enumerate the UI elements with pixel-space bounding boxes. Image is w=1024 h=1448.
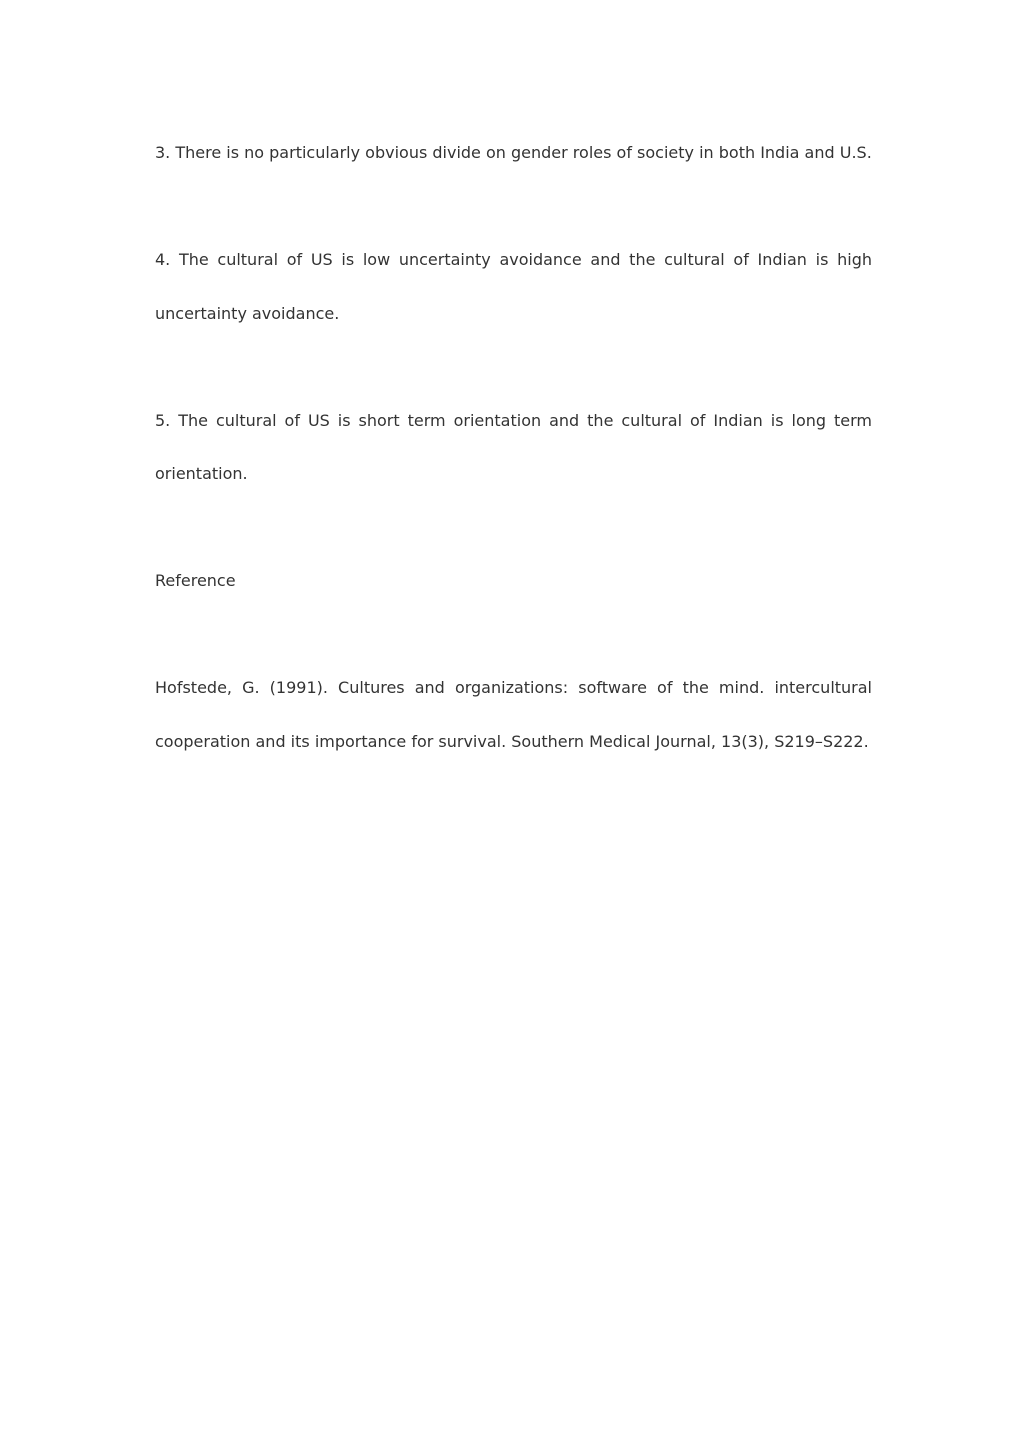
reference-entry: Hofstede, G. (1991). Cultures and organizations: software of the mind. intercultural cooperation and its importance for survival. Southern Medical Journal, 13(3), S219–S222. bbox=[155, 678, 872, 751]
document-body bbox=[155, 126, 872, 768]
paragraph-spacer bbox=[155, 180, 872, 234]
paragraph-spacer bbox=[155, 501, 872, 555]
reference-heading: Reference bbox=[155, 571, 236, 590]
paragraph-item-5: 5. The cultural of US is short term orientation and the cultural of Indian is long term orientation. bbox=[155, 410, 872, 483]
paragraph-spacer bbox=[155, 608, 872, 662]
paragraph-spacer bbox=[155, 340, 872, 394]
paragraph-item-4: 4. The cultural of US is low uncertainty avoidance and the cultural of Indian is high uncertainty avoidance. bbox=[155, 250, 872, 323]
paragraph-item-3: 3. There is no particularly obvious divide on gender roles of society in both India and U.S. bbox=[155, 143, 872, 162]
